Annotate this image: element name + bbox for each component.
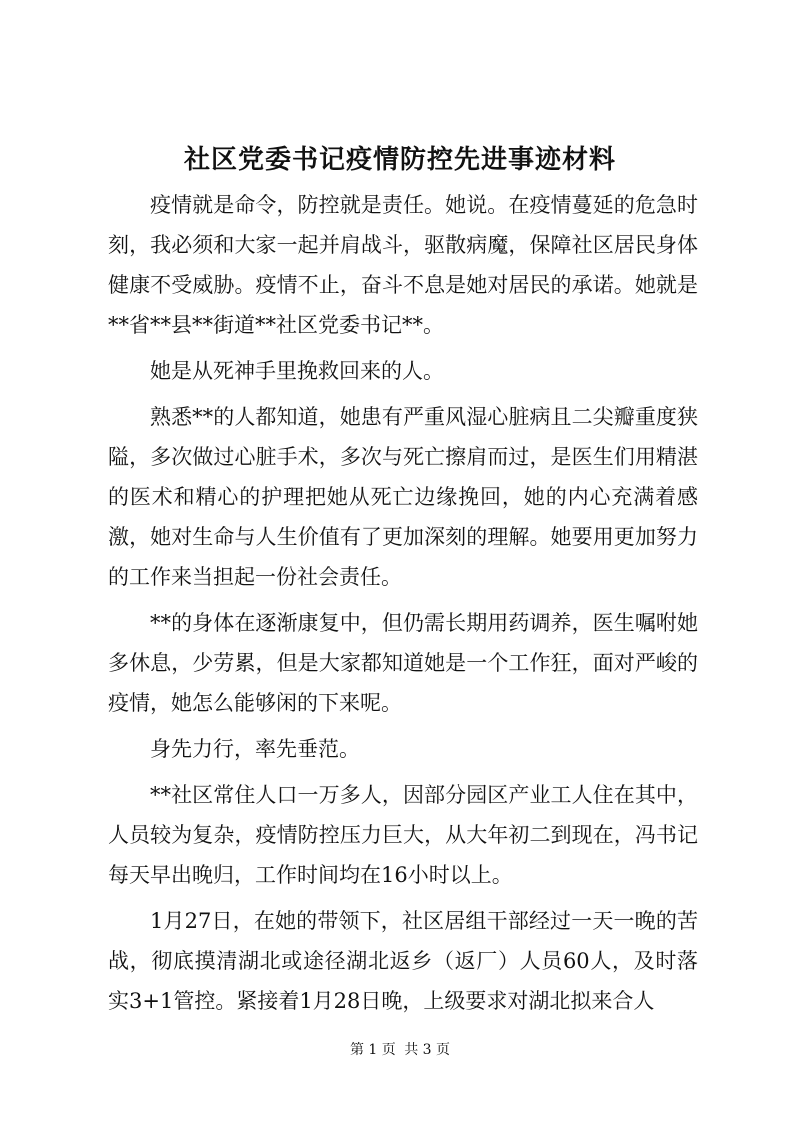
paragraph-7: 1月27日，在她的带领下，社区居组干部经过一天一晚的苦战，彻底摸清湖北或途径湖北返乡（返厂）人员60人，及时落实3+1管控。紧接着1月28日晚，上级要求对湖北拟来合人 bbox=[108, 909, 698, 1013]
paragraph-4: **的身体在逐渐康复中，但仍需长期用药调养，医生嘱咐她多休息，少劳累，但是大家都知道她是一个工作狂，面对严峻的疫情，她怎么能够闲的下来呢。 bbox=[108, 611, 698, 715]
document-title: 社区党委书记疫情防控先进事迹材料 bbox=[183, 145, 616, 175]
paragraph-5: 身先力行，率先垂范。 bbox=[150, 737, 360, 761]
paragraph-1: 疫情就是命令，防控就是责任。她说。在疫情蔓延的危急时刻，我必须和大家一起并肩战斗，驱散病魔，保障社区居民身体健康不受威胁。疫情不止，奋斗不息是她对居民的承诺。她就是**省**县**街道**社区党委书记**。 bbox=[108, 193, 698, 337]
document-body bbox=[108, 185, 698, 1027]
paragraph-3: 熟悉**的人都知道，她患有严重风湿心脏病且二尖瓣重度狭隘，多次做过心脏手术，多次与死亡擦肩而过，是医生们用精湛的医术和精心的护理把她从死亡边缘挽回，她的内心充满着感激，她对生命与人生价值有了更加深刻的理解。她要用更加努力的工作来当担起一份社会责任。 bbox=[108, 405, 698, 589]
page-footer bbox=[0, 1040, 800, 1060]
page-total: 共 3 页 bbox=[404, 1042, 451, 1058]
page-number: 第 1 页 bbox=[349, 1042, 396, 1058]
paragraph-2: 她是从死神手里挽救回来的人。 bbox=[150, 359, 444, 383]
paragraph-6: **社区常住人口一万多人，因部分园区产业工人住在其中，人员较为复杂，疫情防控压力巨大，从大年初二到现在，冯书记每天早出晚归，工作时间均在16小时以上。 bbox=[108, 783, 698, 887]
